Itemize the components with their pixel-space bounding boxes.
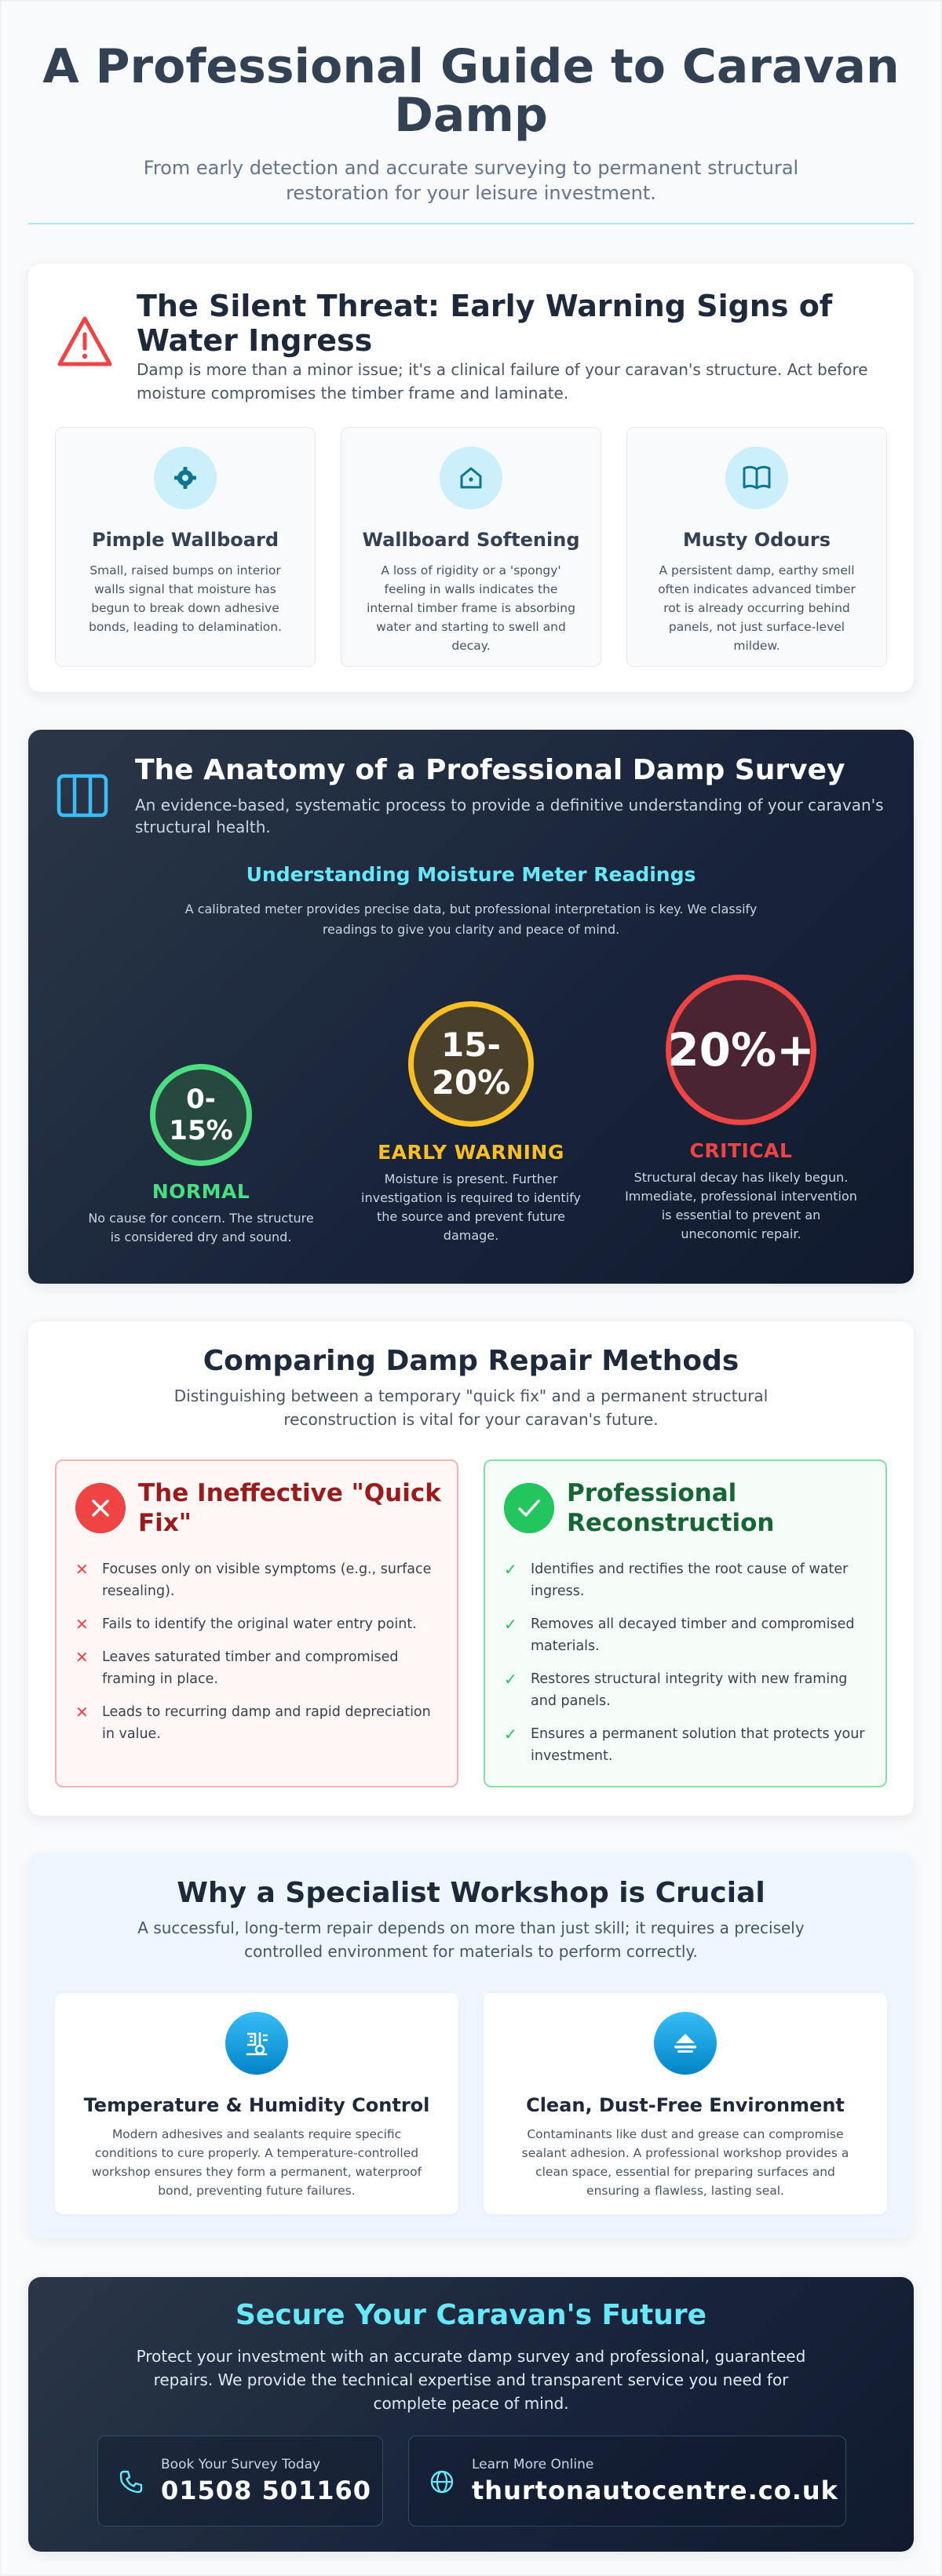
- sign-title: Wallboard Softening: [362, 529, 580, 551]
- check-icon: ✓: [504, 1615, 517, 1634]
- columns-icon: [57, 774, 108, 818]
- page-subtitle: From early detection and accurate surveying to permanent structural restoration for your leisure investment.: [143, 157, 799, 204]
- list-item: ✓ Removes all decayed timber and compromised materials.: [504, 1615, 855, 1654]
- section-title: Why a Specialist Workshop is Crucial: [177, 1877, 765, 1909]
- column-title: Professional Reconstruction: [567, 1479, 775, 1537]
- cross-icon: ✕: [75, 1560, 89, 1579]
- sign-title: Musty Odours: [682, 529, 831, 551]
- specialist-workshop-section: [28, 1853, 914, 2238]
- page-title: A Professional Guide to Caravan Damp: [42, 39, 900, 143]
- reconstruction-column: [484, 1459, 887, 1787]
- section-intro: A successful, long-term repair depends on more than just skill; it requires a precisely controlled environment for materials to perform correctly.: [137, 1918, 805, 1961]
- list-item: ✕ Focuses only on visible symptoms (e.g., surface resealing).: [75, 1560, 432, 1599]
- sign-text: A loss of rigidity or a 'spongy' feeling in walls indicates the internal timber frame is absorbing water and starting to swell and decay.: [367, 563, 575, 653]
- check-circle-icon: [504, 1483, 554, 1533]
- sign-card-wallboard-softening: [341, 427, 601, 667]
- reading-label: EARLY WARNING: [378, 1141, 564, 1164]
- meter-title: Understanding Moisture Meter Readings: [246, 863, 696, 886]
- list-item: ✓ Identifies and rectifies the root cause of water ingress.: [504, 1560, 849, 1599]
- section-intro: Protect your investment with an accurate damp survey and professional, guaranteed repairs. We provide the technical expertise and transparent service you need for complete peace of mind.: [136, 2347, 806, 2413]
- reading-text: Structural decay has likely begun. Immediate, professional intervention is essential to prevent an uneconomic repair.: [625, 1170, 857, 1241]
- list-item: ✕ Leaves saturated timber and compromised framing in place.: [75, 1648, 399, 1687]
- sign-title: Pimple Wallboard: [91, 529, 279, 551]
- section-title: Comparing Damp Repair Methods: [203, 1345, 739, 1377]
- gear-icon: [172, 465, 199, 491]
- quick-fix-column: [55, 1459, 458, 1787]
- sign-text: A persistent damp, earthy smell often indicates advanced timber rot is already occurring behind panels, not just surface-level mildew.: [658, 563, 856, 653]
- reading-early-warning: [345, 1001, 597, 1245]
- feature-card-clean-environment: [484, 1993, 887, 2214]
- reading-value-ring: [408, 1001, 534, 1127]
- damp-survey-section: [28, 730, 914, 1284]
- section-title: The Silent Threat: Early Warning Signs of Water Ingress: [137, 289, 833, 358]
- list-item: ✓ Ensures a permanent solution that protects your investment.: [504, 1725, 865, 1764]
- feature-title: Temperature & Humidity Control: [83, 2094, 430, 2116]
- list-item: ✕ Leads to recurring damp and rapid depreciation in value.: [75, 1703, 431, 1742]
- feature-text: Contaminants like dust and grease can compromise sealant adhesion. A professional workshop provides a clean space, essential for preparing surfaces and ensuring a flawless, lasting seal.: [521, 2127, 849, 2198]
- meter-intro: A calibrated meter provides precise data, but professional interpretation is key. We classify readings to give you clarity and peace of mind.: [184, 902, 758, 937]
- home-icon: [457, 464, 485, 492]
- cross-icon: ✕: [75, 1615, 89, 1634]
- reading-text: Moisture is present. Further investigation is required to identify the source and prevent future damage.: [361, 1171, 581, 1243]
- reading-value: 15-20%: [431, 1026, 511, 1102]
- section-intro: An evidence-based, systematic process to provide a definitive understanding of your caravan's structural health.: [135, 796, 884, 836]
- feature-text: Modern adhesives and sealants require specific conditions to cure properly. A temperature-controlled workshop ensures they form a permanent, waterproof bond, preventing future failures.: [91, 2127, 422, 2198]
- warning-signs-section: [28, 264, 914, 692]
- quick-fix-list: [75, 1558, 441, 1756]
- reading-value: 0-15%: [169, 1084, 233, 1146]
- repair-methods-section: [28, 1321, 914, 1816]
- reading-normal: [75, 1064, 327, 1247]
- reading-critical: [615, 975, 867, 1244]
- section-intro: Damp is more than a minor issue; it's a clinical failure of your caravan's structure. Act before moisture compromises the timber frame and laminate.: [137, 360, 868, 403]
- website-label: Learn More Online: [472, 2457, 594, 2472]
- phone-contact-button[interactable]: [97, 2436, 383, 2527]
- list-item: ✕ Fails to identify the original water entry point.: [75, 1615, 417, 1634]
- book-icon: [741, 464, 772, 492]
- clean-surface-icon: [670, 2028, 701, 2059]
- section-intro: Distinguishing between a temporary "quick fix" and a permanent structural reconstruction is vital for your caravan's future.: [173, 1386, 769, 1429]
- sign-card-musty-odours: [626, 427, 887, 667]
- cross-icon: ✕: [75, 1648, 89, 1667]
- sign-text: Small, raised bumps on interior walls signal that moisture has begun to break down adhesive bonds, leading to delamination.: [88, 563, 282, 634]
- reading-value-ring: [666, 975, 816, 1125]
- cross-icon: ✕: [75, 1703, 89, 1722]
- section-title: The Anatomy of a Professional Damp Survey: [135, 754, 845, 786]
- reading-text: No cause for concern. The structure is considered dry and sound.: [88, 1211, 314, 1244]
- cross-circle-icon: [75, 1483, 126, 1533]
- page: [2, 2, 940, 2574]
- website-link[interactable]: [408, 2436, 846, 2527]
- feature-title: Clean, Dust-Free Environment: [526, 2094, 845, 2116]
- globe-icon: [428, 2468, 456, 2496]
- reading-value-ring: [150, 1064, 252, 1166]
- section-title: Secure Your Caravan's Future: [236, 2299, 706, 2331]
- check-icon: ✓: [504, 1560, 517, 1579]
- check-icon: ✓: [504, 1670, 517, 1689]
- thermometer-icon: [241, 2028, 272, 2059]
- call-to-action-section: [28, 2277, 914, 2552]
- check-icon: ✓: [504, 1725, 517, 1743]
- sign-card-pimple-wallboard: [55, 427, 316, 667]
- phone-number: 01508 501160: [161, 2476, 372, 2505]
- page-header: [28, 39, 914, 206]
- reading-label: CRITICAL: [689, 1139, 793, 1162]
- reading-value: 20%+: [667, 1023, 815, 1077]
- header-divider: [28, 223, 914, 224]
- warning-triangle-icon: [57, 315, 113, 367]
- column-title: The Ineffective "Quick Fix": [138, 1479, 441, 1537]
- website-url: thurtonautocentre.co.uk: [472, 2476, 838, 2505]
- list-item: ✓ Restores structural integrity with new framing and panels.: [504, 1670, 848, 1709]
- reconstruction-list: [504, 1558, 870, 1778]
- reading-label: NORMAL: [152, 1180, 250, 1203]
- phone-icon: [117, 2468, 145, 2496]
- feature-card-climate-control: [55, 1993, 458, 2214]
- phone-label: Book Your Survey Today: [161, 2457, 321, 2472]
